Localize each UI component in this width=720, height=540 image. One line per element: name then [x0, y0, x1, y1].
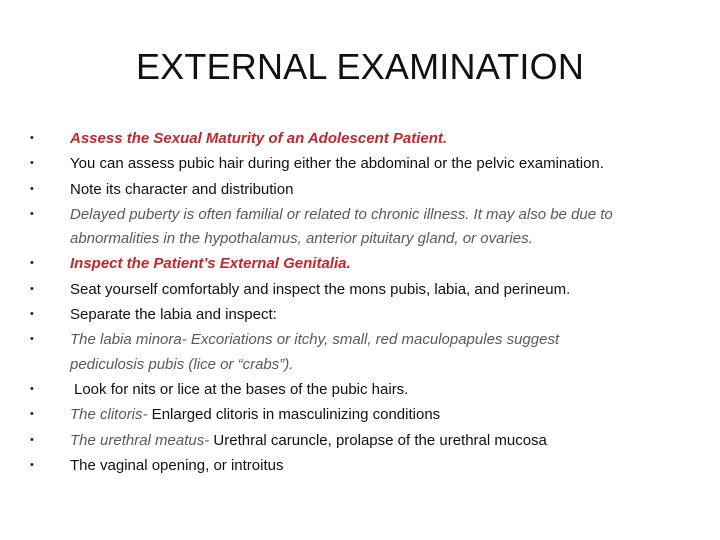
list-item — [0, 327, 720, 377]
bullet-text: Note its character and distribution — [70, 180, 294, 198]
list-item — [0, 428, 720, 453]
bullet-list — [0, 126, 720, 478]
bullet-icon: • — [30, 308, 34, 321]
bullet-text-continued: pediculosis pubis (lice or “crabs”). — [70, 355, 294, 373]
term-description: Enlarged clitoris in masculinizing conditions — [147, 406, 441, 424]
slide-title: EXTERNAL EXAMINATION — [135, 46, 585, 87]
bullet-icon: • — [30, 257, 34, 270]
bullet-icon: • — [30, 207, 34, 220]
bullet-icon: • — [30, 132, 34, 144]
list-item — [0, 302, 720, 327]
bullet-text: Assess the Sexual Maturity of an Adolescent Patient. — [70, 130, 448, 147]
list-item — [0, 126, 720, 151]
bullet-icon: • — [30, 282, 34, 295]
bullet-text-continued: abnormalities in the hypothalamus, anterior pituitary gland, or ovaries. — [70, 230, 533, 248]
term-description: Urethral caruncle, prolapse of the urethral mucosa — [209, 431, 547, 449]
bullet-text: Look for nits or lice at the bases of the pubic hairs. — [74, 380, 409, 398]
bullet-text — [70, 402, 690, 427]
bullet-icon: • — [30, 458, 34, 471]
bullet-icon: • — [30, 408, 34, 421]
bullet-text: Seat yourself comfortably and inspect the mons pubis, labia, and perineum. — [70, 280, 571, 298]
list-item — [0, 277, 720, 302]
bullet-icon: • — [30, 182, 34, 195]
term-label: The clitoris- — [70, 406, 148, 424]
bullet-text — [70, 327, 690, 352]
term-label: The urethral meatus- — [70, 431, 210, 449]
bullet-text: Separate the labia and inspect: — [70, 306, 277, 324]
bullet-text: You can assess pubic hair during either the abdominal or the pelvic examination. — [70, 155, 604, 173]
list-item — [0, 202, 720, 252]
bullet-text — [70, 428, 690, 453]
bullet-icon: • — [30, 157, 34, 170]
term-label: The labia minora- — [70, 331, 187, 349]
bullet-text: The vaginal opening, or introitus — [70, 456, 284, 474]
bullet-icon: • — [30, 333, 34, 346]
bullet-icon: • — [30, 382, 34, 395]
bullet-text: Delayed puberty is often familial or related to chronic illness. It may also be due to — [70, 205, 613, 223]
bullet-text: Inspect the Patient’s External Genitalia. — [70, 255, 351, 273]
list-item — [0, 453, 720, 478]
list-item — [0, 251, 720, 276]
list-item — [0, 177, 720, 202]
term-description: Excoriations or itchy, small, red maculopapules suggest — [186, 331, 560, 349]
list-item — [0, 151, 720, 176]
list-item — [0, 377, 720, 402]
list-item — [0, 402, 720, 427]
bullet-icon: • — [30, 433, 34, 446]
